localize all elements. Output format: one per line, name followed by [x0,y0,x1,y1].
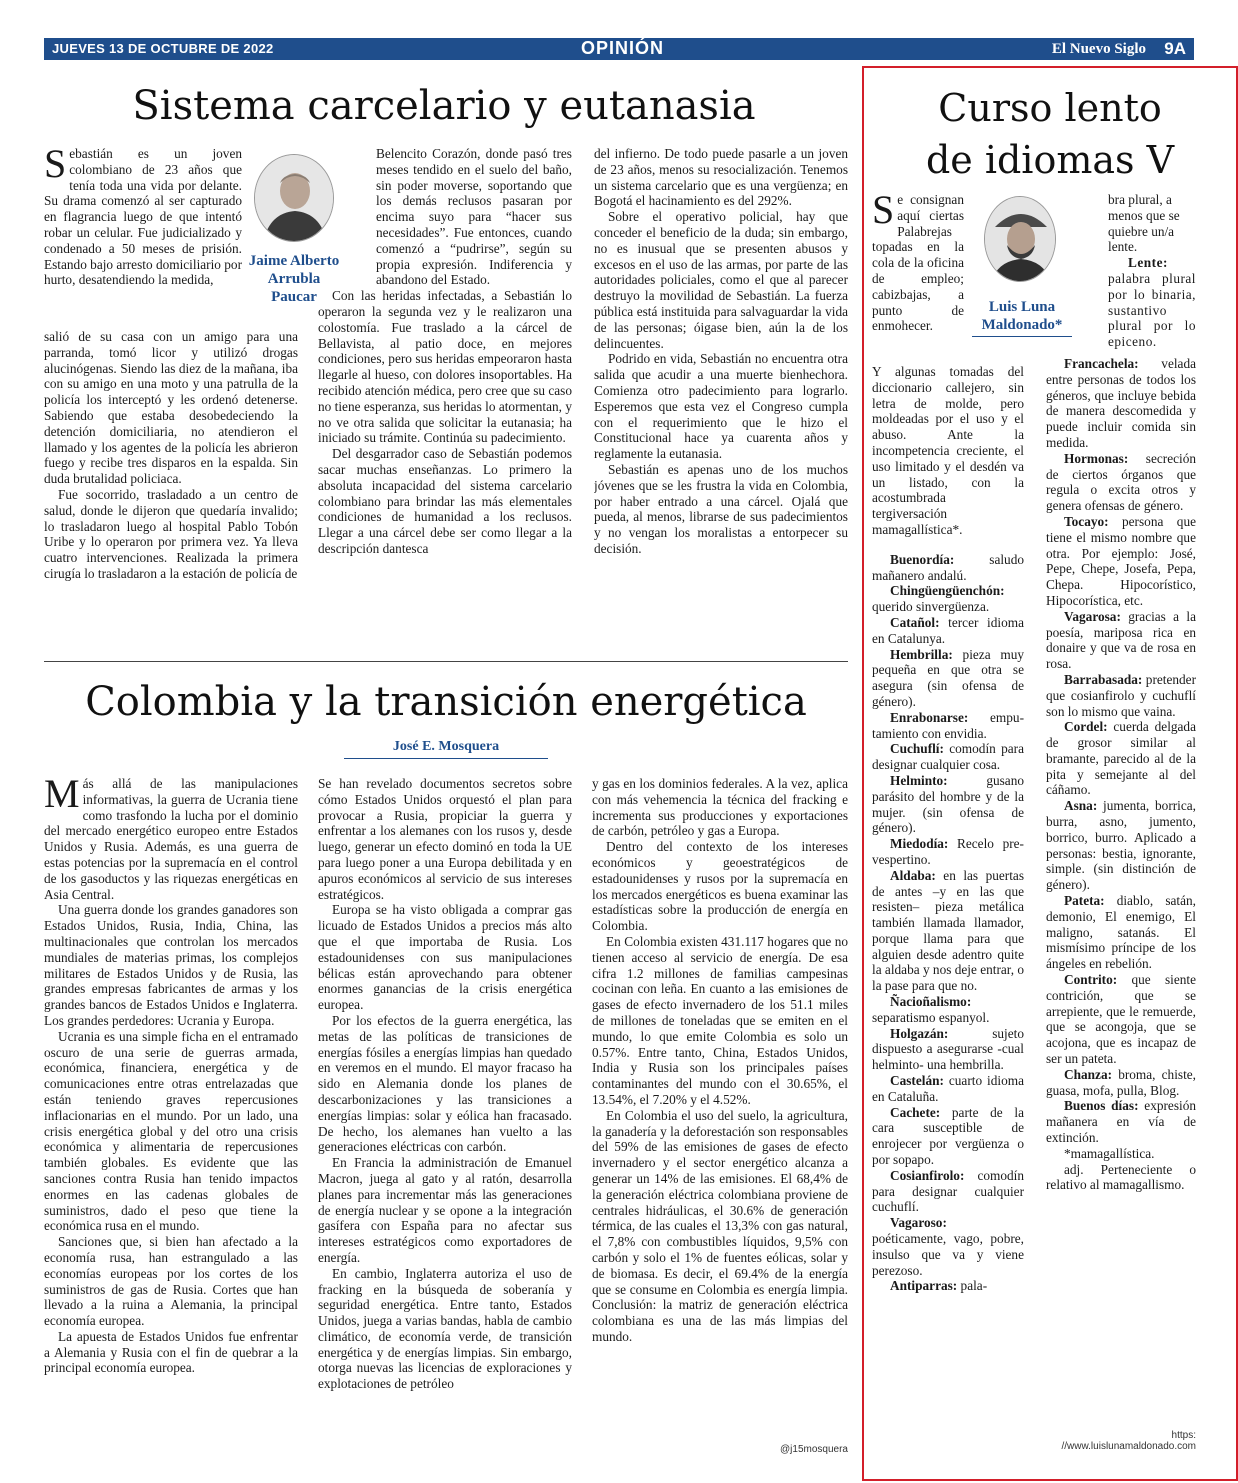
article3-col1 [872,364,1024,1462]
glossary-definition: pieza muy pequeña en que otra se asegura (sin ofensa de género). [872,646,1024,709]
glossary-term: Cuchuflí: [890,741,944,757]
article2-dropcap: M [44,776,80,816]
glossary-entry [1046,972,1196,1067]
glossary-entry [1046,1067,1196,1099]
article2-col3 [592,776,848,1440]
article3-dropcap: S [872,192,895,232]
article1-author: Jaime Alberto Arrubla Paucar [248,253,340,305]
article1-title: Sistema carcelario y eutanasia [132,83,756,129]
article2-col2 [318,776,572,1458]
glossary-term: Hembrilla: [890,646,953,662]
glossary-entry [1046,514,1196,609]
article2-author: José E. Mosquera [344,738,548,759]
glossary-entry [872,552,1024,584]
article1-text: Del desgarrador caso de Sebastián podemos sacar muchas enseñanzas. Lo primero la absoluta incapacidad del sistema carcelario colombiano para brindar las más elementales condiciones de humanidad a los reclusos. Llegar a una cárcel debe ser como llegar a la descripción dantesca [318,446,572,556]
glossary-entry [1046,672,1196,719]
glossary-term: Ñacioñalismo: [890,994,972,1010]
glossary-term: Chingüengüenchón: [890,583,1005,599]
article2-title: Colombia y la transición energética [85,679,807,725]
glossary-definition: cuarto idioma en Cataluña. [872,1073,1024,1104]
glossary-entry [1046,1098,1196,1145]
glossary-entry [872,1073,1024,1105]
glossary-term: Enrabonarse: [890,709,969,725]
article2-text: Una guerra donde los grandes ganadores son Estados Unidos, Rusia, India, China, las multinacionales que controlan los mercados mundiales de materias primas, los complejos militares de Estados Unidos y de Rusia, las grandes empresas fabricantes de armas y los grandes bancos de Estados Unidos e Inglaterra. Los grandes perdedores: Ucrania y Europa. [44,902,298,1028]
glossary-definition: diablo, satán, demonio, El enemigo, El maligno, satanás. El mismísimo príncipe de los ángeles en rebelión. [1046,893,1196,972]
glossary-entry [872,615,1024,647]
article1-text: Sobre el operativo policial, hay que conceder el beneficio de la duda; sin embargo, no es inusual que se presenten abusos y excesos en el uso de las armas, por parte de las autoridades policiales, como el que al parecer destruyo la movilidad de Sebastián. La fuerza pública está instituida para salvaguardar la vida de las personas; óigase bien, aún la de los delincuentes. [594,209,848,351]
article1-text: del infierno. De todo puede pasarle a un joven de 23 años, menos su resocialización. Tenemos un sistema carcelario que es una vergüenza; en Bogotá el hacinamiento es del 292%. [594,146,848,209]
url-line1: https: [1171,1430,1196,1441]
glossary-entry [872,994,1024,1026]
glossary-term: Buenordía: [890,551,955,567]
author-website-link[interactable] [1046,1430,1196,1452]
glossary-entry [872,1105,1024,1168]
article1-text: Fue socorrido, trasladado a un centro de salud, donde le dijeron que quedaría invalido; lo trasladaron luego al hospital Pablo Tobón Uribe y lo operaron por primera vez. Ya lleva cuatro intervenciones. Realizada la primera cirugía lo trasladaron a la estación de policía de [44,486,298,581]
page-number: 9A [1164,39,1186,58]
article1-text: Podrido en vida, Sebastián no encuentra otra salida que acudir a una muerte bienhechora. Comienza otro padecimiento para lograrlo. Esperemos que esta vez el Congreso cumpla con el requerimiento que le hizo el Constitucional hace ya cuarenta años y reglamente la eutanasia. [594,351,848,462]
glossary-term: Pateta: [1064,893,1105,909]
issue-date: JUEVES 13 DE OCTUBRE DE 2022 [52,41,274,56]
article2-text: En Francia la administración de Emanuel Macron, juega al gato y al ratón, desarrolla planes para incrementar más las generaciones de energía nuclear y se opone a la integración gasífera con España para no afectar sus intereses estratégicos como exportadores de energía. [318,1155,572,1265]
article2-text: La apuesta de Estados Unidos fue enfrentar a Alemania y Rusia con el fin de quebrar a la principal economía europea. [44,1328,298,1376]
glossary-definition: poéticamente, vago, pobre, insulso que va y viene perezoso. [872,1231,1024,1278]
glossary-definition: separatismo espanyol. [872,1009,990,1025]
glossary-term: Contrito: [1064,972,1118,988]
glossary-entry [872,836,1024,868]
glossary-entry [1046,893,1196,972]
glossary-term: Hormonas: [1064,450,1129,466]
article2-twitter-handle: @j15mosquera [780,1444,848,1455]
glossary-definition: Recelo pre-vespertino. [872,836,1024,867]
glossary-term: Helminto: [890,772,948,788]
glossary-list-right [1046,356,1196,1146]
article2-text: En Colombia existen 431.117 hogares que no tienen acceso al servicio de energía. De esa cifra 1.2 millones de familias campesinas cocinan con leña. En cuanto a las emisiones de gases de efecto invernadero de los 51.1 miles de millones de toneladas que se emiten en el mundo, lo que emite Colombia es solo un 0.57%. Entre tanto, China, Estados Unidos, India y Rusia son los principales países contaminantes del mundo con el 30.65%, el 13.54%, el 7.20% y el 4.52%. [592,933,848,1107]
glossary-term: Vagarosa: [1064,608,1121,624]
article2-col1 [44,776,298,1458]
glossary-definition: sujeto dispuesto a asegurarse -cual helminto- una hembrilla. [872,1025,1024,1073]
glossary-definition: expresión mañanera en vía de extinción. [1046,1098,1196,1146]
glossary-definition: en las puertas de antes –y en las que resisten– pieza metálica también llamada llamador, porque llama para que alguien desde adentro quite la aldaba y nos deje entrar, o la pase para que no. [872,867,1024,994]
glossary-definition: persona que tiene el mismo nombre que otra. Por ejemplo: José, Pepe, Chepe, Josefa, Pepa, Chepa. Hipocorístico, Hipocorística, etc. [1046,513,1196,608]
article3-text: Y algunas tomadas del diccionario callejero, sin letra de molde, pero moldeadas por el uso y el abuso. Ante la incompetencia creciente, el uso limitado y el desdén va un listado, con la acostumbrada tergiversación mamagallística*. [872,364,1024,537]
glossary-term: Aldaba: [890,867,936,883]
glossary-list-left [872,552,1024,1294]
glossary-entry [1046,451,1196,514]
glossary-term: Tocayo: [1064,513,1109,529]
article3-title-line2: de idiomas V [925,138,1175,182]
glossary-entry [872,773,1024,836]
article2-text: Se han revelado documentos secretos sobre cómo Estados Unidos orquestó el plan para provocar a Rusia, propiciar la guerra y enfrentar a los alemanes con los rusos y, desde luego, generar un efecto dominó en toda la UE para luego poner a una Europa debilitada y en apuros económicos al servicio de sus intereses estratégicos. [318,776,572,902]
url-line2: //www.luislunamaldonado.com [1061,1441,1196,1452]
glossary-entry [1046,356,1196,451]
glossary-definition: saludo mañanero andalú. [872,551,1024,583]
article3-footnote: *mamagallística. [1064,1145,1155,1161]
glossary-definition: cuerda delgada de grosor similar al bramante, parecido al de la pita y semejante al del cáñamo. [1046,719,1196,798]
section-title: OPINIÓN [580,38,664,58]
glossary-definition: pretender que cosianfirolo y cuchuflí son lo mismo que vaina. [1046,671,1196,719]
glossary-definition: comodín para designar cualquier cosa. [872,741,1024,773]
glossary-term: Chanza: [1064,1066,1113,1082]
glossary-entry [1046,719,1196,798]
glossary-entry [872,647,1024,710]
glossary-definition: que siente contrición, que se arrepiente, que le remuerde, que se acongoja, que se acojona, que es incapaz de ser un pateta. [1046,972,1196,1067]
glossary-term: Buenos días: [1064,1098,1139,1114]
article3-author: Luis Luna Maldonado* [972,298,1072,337]
glossary-definition: gusano parásito del hombre y de la mujer. (sin ofensa de género). [872,772,1024,836]
article3-col2 [1046,192,1196,1432]
article2-text: Europa se ha visto obligada a comprar gas licuado de Estados Unidos a precios más alto que el que importaba de Rusia. Los estadounidenses con sus manipulaciones bélicas están aprovechando para obtener enormes ganancias de la crisis energética europea. [318,902,572,1013]
glossary-definition: gracias a la poesía, mariposa rica en donaire y que va de rosa en rosa. [1046,608,1196,672]
article2-text: Dentro del contexto de los intereses económicos y geoestratégicos de estadounidenses y rusos por la supremacía en los mercados energéticos es buena examinar las estadísticas sobre la producción de energía en Colombia. [592,839,848,934]
article2-text: Por los efectos de la guerra energética, las metas de las políticas de transiciones de energías fósiles a energías limpias han quedado en veremos en el mundo. El mayor fracaso ha sido en Alemania donde los planes de descarbonizaciones y las transiciones a energías limpias: solar y eólica han fracasado. De hecho, los alemanes han vuelto a las generaciones eléctricas con carbón. [318,1012,572,1155]
glossary-term: Holgazán: [890,1025,949,1041]
glossary-entry [872,1215,1024,1278]
glossary-definition: comodín para designar cualquier cuchuflí. [872,1167,1024,1215]
glossary-entry [872,710,1024,742]
glossary-entry [872,583,1024,615]
glossary-entry [872,1168,1024,1215]
glossary-definition: jumenta, borrica, burra, asno, jumento, borrico, burro. Aplicado a personas: bestia, ignorante, simple. (sin distinción de género). [1046,798,1196,893]
glossary-term: Barrabasada: [1064,671,1143,687]
article2-text: En cambio, Inglaterra autoriza el uso de fracking en la búsqueda de soberanía y seguridad energética. Entre tanto, Estados Unidos, juega a varias bandas, habla de cambio climático, de economía verde, de transición energética y de energías limpias. Sin embargo, otorga nuevas las licencias de exploraciones y explotaciones de petróleo [318,1265,572,1392]
article1-text: ebastián es un joven colombiano de 23 años que tenía toda una vida por delante. Su drama comenzó al ser capturado en flagrancia luego de que intentó robar un celular. Fue judicializado y condenado a 50 meses de prisión. Estando bajo arresto domiciliario por hurto, desatendiendo la medida, [44,146,242,288]
article2-text: En Colombia el uso del suelo, la agricultura, la ganadería y la deforestación son responsables del 59% de las emisiones de gases de efecto invernadero y el sector energético alcanza a generar un 14% de las emisiones. El 68,4% de la generación eléctrica colombiana proviene de centrales hidráulicas, el 30.6% de generación térmica, de las cuales el 13,3% con gas natural, el 7,8% con combustibles líquidos, 9,5% con carbón y solo el 1% de fuentes eólicas, solar y de biomasa. Es decir, el 69.4% de la energía que se consume en Colombia es energía limpia. Conclusión: la matriz de generación eléctrica colombiana es una de las más limpias del mundo. [592,1107,848,1344]
article1-col1-bottom [44,329,298,641]
article3-text: bra plural, a menos que se quiebre un/a lente. [1108,192,1180,255]
article1-col1-top [44,146,242,328]
glossary-definition: broma, chiste, guasa, mofa, pulla, Blog. [1046,1066,1196,1098]
glossary-definition: velada entre personas de todos los géneros, que incluye bebida de manera descomedida y puede incluir comida sin medida. [1046,355,1196,450]
article1-text: Belencito Corazón, donde pasó tres meses tendido en el suelo del baño, sin poder moverse, soportando que los demás reclusos pasaran por encima suyo para “hacer sus necesidades”. Fue entonces, cuando comenzó a “pudrirse”, según su propia expresión. Indiferencia y abandono del Estado. [376,146,572,288]
article1-text: salió de su casa con un amigo para una parranda, tomó licor y utilizó drogas alucinógenas. Siendo las diez de la mañana, iba con su amigo en una moto y una patrulla de la policía los interceptó y les ordenó detenerse. Sabiendo que estaba desobedeciendo la detención domiciliaria, no atendieron el llamado y los agentes de la policía les abrieron fuego y recibe tres disparos en la espalda. Sin duda brutalidad policiaca. [44,329,298,487]
article1-col3 [594,146,848,641]
masthead-bar [44,38,1194,60]
glossary-term: Cosianfirolo: [890,1167,965,1183]
glossary-entry [1046,798,1196,893]
glossary-entry [1046,609,1196,672]
glossary-definition: tercer idioma en Catalunya. [872,614,1024,646]
glossary-definition: emputamiento con envidia. [872,709,1024,741]
glossary-term: Miedodía: [890,836,949,852]
article1-text: Sebastián es apenas uno de los muchos jóvenes que se les frustra la vida en Colombia, por haber entrado a una cárcel. Ojalá que pueda, al menos, librarse de sus padecimientos y no vengan los moralistas a entorpecer su decisión. [594,461,848,556]
article1-text: Con las heridas infectadas, a Sebastián lo operaron la segunda vez y le realizaron una colostomía. Fue traslado a la cárcel de Bellavista, al patio doce, en mejores condiciones, pero sus heridas empeoraron hasta llegarle al hueso, con dolores insoportables. Ha recibido atención médica, pero cree que su caso no tiene esperanza, sus heridas lo atormentan, y no ve otra salida que solicitar la eutanasia; ha iniciado su trámite. Continúa su padecimiento. [318,288,572,446]
article3-footnote-text: adj. Perteneciente o relativo al mamagallismo. [1046,1161,1196,1193]
article3-text: e consignan aquí ciertas Palabrejas topadas en la cola de la oficina de empleo; cabizbajas, a punto de enmohecer. [872,192,964,334]
article1-col2 [318,146,572,641]
section-divider [44,661,848,662]
glossary-term: Cachete: [890,1104,941,1120]
glossary-definition: palabra plural por lo binaria, sustantivo plural por lo epiceno. [1108,270,1196,350]
glossary-term: Cordel: [1064,719,1108,735]
glossary-entry [872,1026,1024,1073]
article3-intro-narrow [872,192,964,364]
glossary-term: Castelán: [890,1073,944,1089]
glossary-entry [1046,255,1196,350]
glossary-definition: parte de la cara susceptible de enrojecer por vergüenza o por sopapo. [872,1104,1024,1168]
glossary-definition: querido sinvergüenza. [872,599,990,615]
glossary-term: Francachela: [1064,355,1139,371]
glossary-term: Lente: [1128,255,1168,271]
glossary-entry [872,741,1024,773]
glossary-term: Asna: [1064,798,1098,814]
article2-text: y gas en los dominios federales. A la vez, aplica con más vehemencia la técnica del fracking e incrementa sus producciones y exportaciones de carbón, petróleo y gas a Europa. [592,776,848,839]
glossary-definition: pala- [957,1278,988,1294]
article2-text: Sanciones que, si bien han afectado a la economía rusa, han estrangulado a las economías europeas por los cortes de los suministros de gas de Rusia. Cortes que han llevado a la ruina a Alemania, la principal economía europea. [44,1234,298,1329]
glossary-entry [872,868,1024,994]
glossary-definition: secreción de ciertos órganos que regula o excita otros y genera ofensas de género. [1046,450,1196,514]
article2-text: Ucrania es una simple ficha en el entramado oscuro de una serie de guerras armada, económica, financiera, energética y de comunicaciones entre otras entrelazadas que están teniendo graves repercusiones inflacionarias en el mundo. Por un lado, una crisis energética global y del otro una crisis económica y alimentaria de repercusiones también globales. Es evidente que las sanciones contra Rusia han tenido impactos enormes en las cadenas globales de suministros, dado el peso que tiene la económica rusa en el mundo. [44,1028,298,1234]
glossary-term: Antiparras: [890,1278,958,1294]
article3-title [866,82,1234,186]
article2-text: ás allá de las manipulaciones informativas, la guerra de Ucrania tiene como trasfondo la lucha por el dominio del mercado energético europeo entre Estados Unidos y Rusia. Además, es una guerra de estas potencias por la supremacía en el control de los gasoductos y las riquezas energéticas en Asia Central. [44,776,298,902]
article3-title-line1: Curso lento [938,86,1162,130]
glossary-term: Vagaroso: [890,1215,947,1231]
glossary-entry [872,1278,1024,1294]
glossary-term: Catañol: [890,614,940,630]
newspaper-name: El Nuevo Siglo [1051,41,1146,57]
article1-dropcap: S [44,146,67,186]
